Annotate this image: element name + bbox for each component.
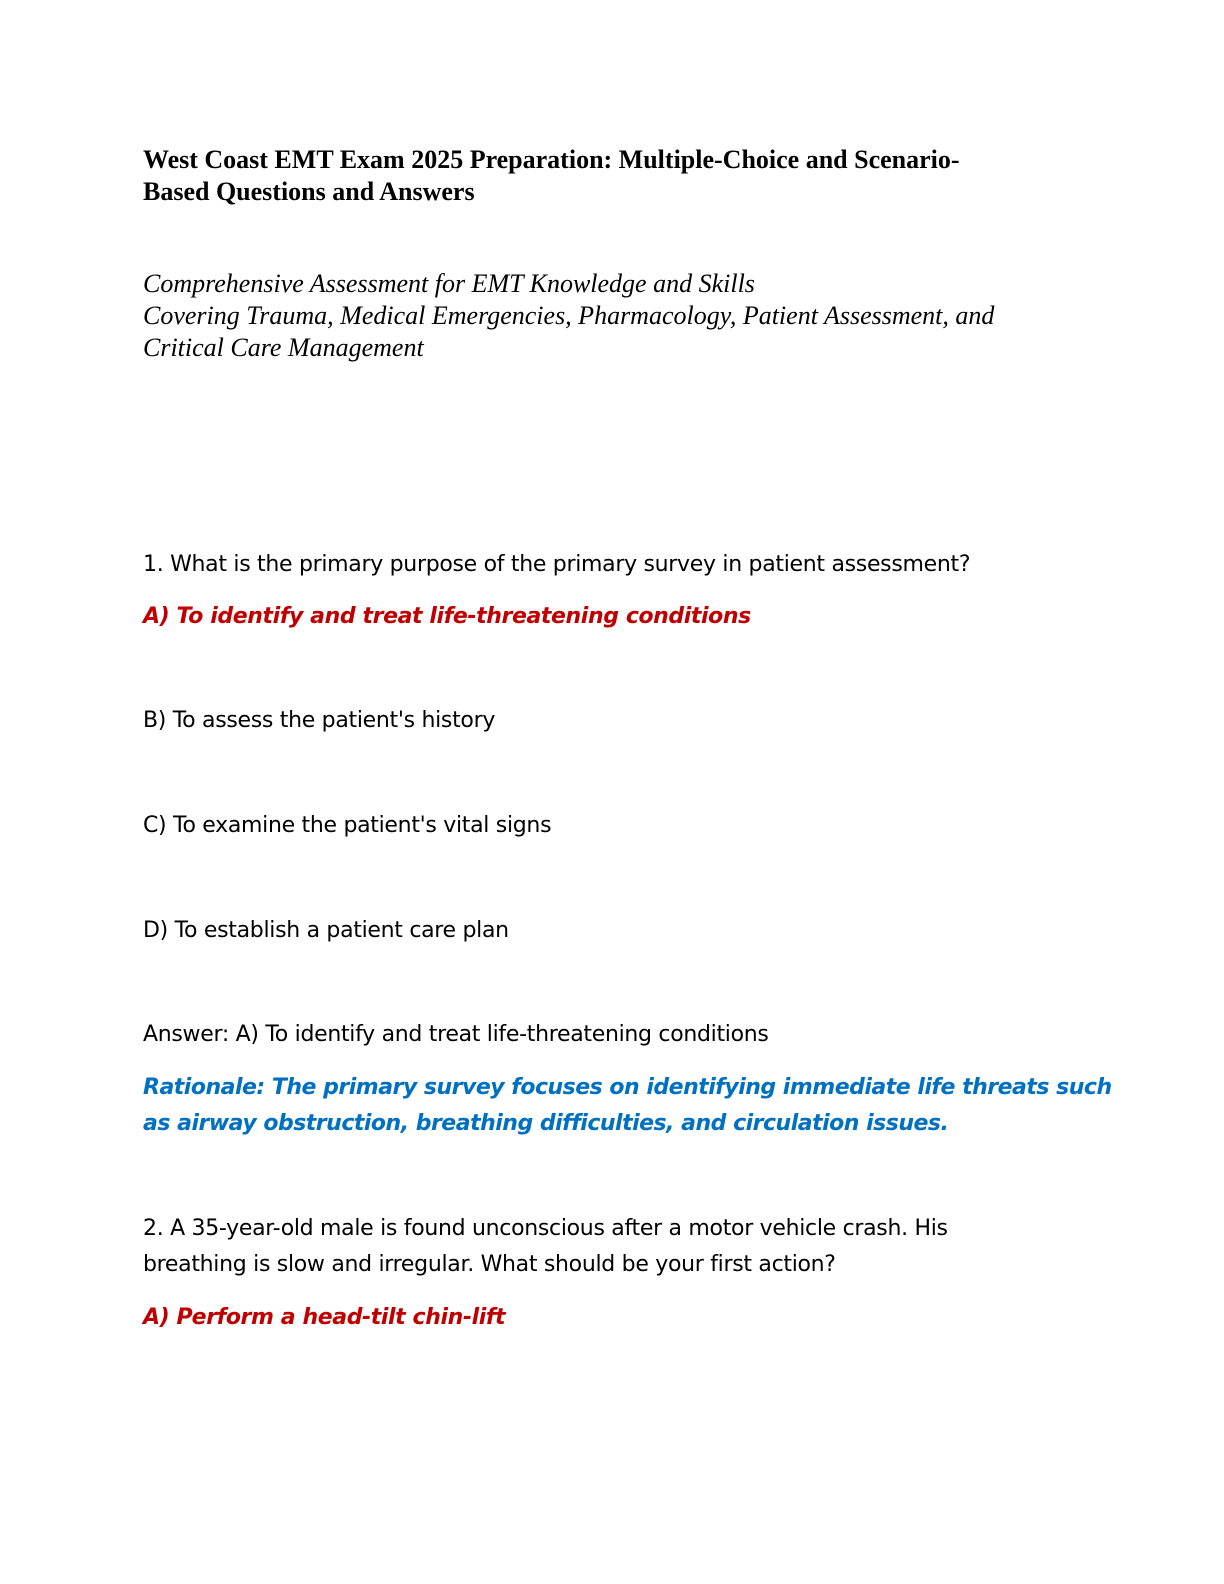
question-1-option-d: D) To establish a patient care plan (143, 918, 509, 943)
question-1-text: 1. What is the primary purpose of the primary survey in patient assessment? (143, 552, 971, 577)
document-title-line-1: West Coast EMT Exam 2025 Preparation: Multiple-Choice and Scenario- (143, 145, 960, 174)
question-2-text-line-2: breathing is slow and irregular. What should be your first action? (143, 1252, 836, 1277)
document-title-line-2: Based Questions and Answers (143, 177, 475, 206)
question-2-option-a-correct: A) Perform a head-tilt chin-lift (143, 1305, 506, 1330)
question-1-option-a-correct: A) To identify and treat life-threatening conditions (143, 604, 751, 629)
question-1-rationale-line-1: Rationale: The primary survey focuses on identifying immediate life threats such (143, 1075, 1112, 1100)
document-subtitle-line-1: Comprehensive Assessment for EMT Knowledge and Skills (143, 269, 755, 298)
question-1-option-b: B) To assess the patient's history (143, 708, 496, 733)
question-1-rationale-line-2: as airway obstruction, breathing difficulties, and circulation issues. (143, 1111, 949, 1136)
question-2-text-line-1: 2. A 35-year-old male is found unconscious after a motor vehicle crash. His (143, 1216, 948, 1241)
document-subtitle-line-2: Covering Trauma, Medical Emergencies, Pharmacology, Patient Assessment, and (143, 301, 995, 330)
question-1-option-c: C) To examine the patient's vital signs (143, 813, 552, 838)
document-subtitle-line-3: Critical Care Management (143, 333, 424, 362)
question-1-answer: Answer: A) To identify and treat life-threatening conditions (143, 1022, 769, 1047)
